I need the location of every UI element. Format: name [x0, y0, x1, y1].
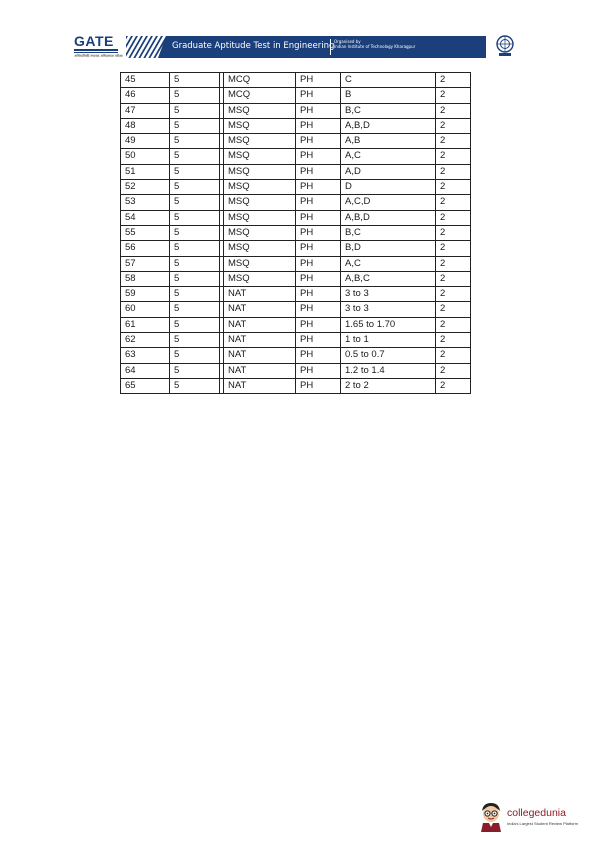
- table-row: [121, 118, 471, 133]
- subject-cell: PH: [296, 225, 341, 240]
- answer-key-cell: 3 to 3: [341, 287, 436, 302]
- organized-by-label: Organised by: [334, 39, 361, 44]
- question-number-cell: 61: [121, 317, 170, 332]
- answer-key-cell: 1.65 to 1.70: [341, 317, 436, 332]
- marks-cell: 2: [436, 149, 471, 164]
- subject-cell: PH: [296, 333, 341, 348]
- question-type-cell: MSQ: [224, 149, 296, 164]
- marks-cell: 2: [436, 134, 471, 149]
- session-cell: 5: [170, 180, 220, 195]
- subject-cell: PH: [296, 180, 341, 195]
- table-row: [121, 180, 471, 195]
- question-type-cell: NAT: [224, 348, 296, 363]
- marks-cell: 2: [436, 195, 471, 210]
- question-type-cell: MSQ: [224, 210, 296, 225]
- session-cell: 5: [170, 195, 220, 210]
- gate-logo-rule-thin: [74, 52, 118, 53]
- collegedunia-logo-text: collegedunia: [507, 807, 566, 819]
- subject-cell: PH: [296, 103, 341, 118]
- question-number-cell: 63: [121, 348, 170, 363]
- marks-cell: 2: [436, 241, 471, 256]
- question-type-cell: MSQ: [224, 271, 296, 286]
- answer-key-cell: A,B,D: [341, 210, 436, 225]
- table-row: [121, 363, 471, 378]
- answer-key-cell: A,C,D: [341, 195, 436, 210]
- marks-cell: 2: [436, 363, 471, 378]
- session-cell: 5: [170, 118, 220, 133]
- question-number-cell: 50: [121, 149, 170, 164]
- table-row: [121, 210, 471, 225]
- table-row: [121, 317, 471, 332]
- answer-key-cell: D: [341, 180, 436, 195]
- organizer-name: Indian Institute of Technology Kharagpur: [334, 44, 416, 49]
- session-cell: 5: [170, 210, 220, 225]
- question-number-cell: 57: [121, 256, 170, 271]
- subject-cell: PH: [296, 118, 341, 133]
- marks-cell: 2: [436, 210, 471, 225]
- subject-cell: PH: [296, 210, 341, 225]
- subject-cell: PH: [296, 73, 341, 88]
- question-type-cell: MSQ: [224, 180, 296, 195]
- table-row: [121, 134, 471, 149]
- session-cell: 5: [170, 149, 220, 164]
- question-number-cell: 52: [121, 180, 170, 195]
- subject-cell: PH: [296, 149, 341, 164]
- question-number-cell: 48: [121, 118, 170, 133]
- marks-cell: 2: [436, 118, 471, 133]
- subject-cell: PH: [296, 134, 341, 149]
- session-cell: 5: [170, 378, 220, 393]
- session-cell: 5: [170, 88, 220, 103]
- answer-key-cell: 2 to 2: [341, 378, 436, 393]
- answer-key-table-container: [120, 72, 471, 394]
- answer-key-cell: B,D: [341, 241, 436, 256]
- question-number-cell: 60: [121, 302, 170, 317]
- answer-key-cell: A,D: [341, 164, 436, 179]
- question-type-cell: NAT: [224, 287, 296, 302]
- subject-cell: PH: [296, 348, 341, 363]
- document-header: [0, 0, 595, 70]
- session-cell: 5: [170, 134, 220, 149]
- marks-cell: 2: [436, 180, 471, 195]
- answer-key-cell: A,B: [341, 134, 436, 149]
- session-cell: 5: [170, 241, 220, 256]
- iit-kharagpur-emblem-icon: [494, 34, 516, 58]
- collegedunia-tagline: India's Largest Student Review Platform: [507, 821, 579, 826]
- session-cell: 5: [170, 73, 220, 88]
- subject-cell: PH: [296, 88, 341, 103]
- table-row: [121, 164, 471, 179]
- subject-cell: PH: [296, 302, 341, 317]
- question-number-cell: 56: [121, 241, 170, 256]
- collegedunia-mascot-icon: [478, 802, 504, 832]
- answer-key-table: [120, 72, 471, 394]
- marks-cell: 2: [436, 103, 471, 118]
- answer-key-cell: A,B,C: [341, 271, 436, 286]
- answer-key-cell: B,C: [341, 103, 436, 118]
- answer-key-cell: A,C: [341, 256, 436, 271]
- table-row: [121, 103, 471, 118]
- question-type-cell: NAT: [224, 317, 296, 332]
- table-row: [121, 256, 471, 271]
- table-row: [121, 195, 471, 210]
- question-type-cell: MSQ: [224, 164, 296, 179]
- session-cell: 5: [170, 271, 220, 286]
- gate-logo-subtext: अभियांत्रिकी स्नातक अभिक्षमता परीक्षा: [74, 54, 123, 58]
- question-type-cell: MSQ: [224, 103, 296, 118]
- table-row: [121, 348, 471, 363]
- question-type-cell: MCQ: [224, 88, 296, 103]
- table-row: [121, 287, 471, 302]
- subject-cell: PH: [296, 256, 341, 271]
- table-row: [121, 225, 471, 240]
- subject-cell: PH: [296, 378, 341, 393]
- question-type-cell: MSQ: [224, 241, 296, 256]
- table-row: [121, 73, 471, 88]
- answer-key-cell: 0.5 to 0.7: [341, 348, 436, 363]
- session-cell: 5: [170, 348, 220, 363]
- subject-cell: PH: [296, 287, 341, 302]
- marks-cell: 2: [436, 333, 471, 348]
- session-cell: 5: [170, 164, 220, 179]
- question-number-cell: 47: [121, 103, 170, 118]
- subject-cell: PH: [296, 241, 341, 256]
- question-type-cell: NAT: [224, 363, 296, 378]
- table-row: [121, 88, 471, 103]
- table-row: [121, 378, 471, 393]
- marks-cell: 2: [436, 348, 471, 363]
- session-cell: 5: [170, 317, 220, 332]
- banner-title: Graduate Aptitude Test in Engineering: [172, 41, 335, 51]
- answer-key-cell: A,C: [341, 149, 436, 164]
- answer-key-cell: B,C: [341, 225, 436, 240]
- question-number-cell: 51: [121, 164, 170, 179]
- subject-cell: PH: [296, 195, 341, 210]
- collegedunia-branding: [478, 800, 588, 834]
- marks-cell: 2: [436, 317, 471, 332]
- marks-cell: 2: [436, 302, 471, 317]
- marks-cell: 2: [436, 271, 471, 286]
- answer-key-cell: B: [341, 88, 436, 103]
- question-type-cell: MSQ: [224, 225, 296, 240]
- answer-key-cell: 3 to 3: [341, 302, 436, 317]
- gate-logo-rule: [74, 49, 118, 51]
- answer-key-cell: C: [341, 73, 436, 88]
- answer-key-cell: 1.2 to 1.4: [341, 363, 436, 378]
- table-row: [121, 302, 471, 317]
- session-cell: 5: [170, 287, 220, 302]
- session-cell: 5: [170, 363, 220, 378]
- question-type-cell: MSQ: [224, 134, 296, 149]
- marks-cell: 2: [436, 88, 471, 103]
- marks-cell: 2: [436, 287, 471, 302]
- marks-cell: 2: [436, 256, 471, 271]
- table-row: [121, 149, 471, 164]
- question-number-cell: 62: [121, 333, 170, 348]
- question-number-cell: 65: [121, 378, 170, 393]
- question-number-cell: 58: [121, 271, 170, 286]
- subject-cell: PH: [296, 164, 341, 179]
- question-type-cell: MSQ: [224, 118, 296, 133]
- marks-cell: 2: [436, 225, 471, 240]
- header-banner: [126, 36, 486, 58]
- subject-cell: PH: [296, 317, 341, 332]
- subject-cell: PH: [296, 363, 341, 378]
- question-number-cell: 55: [121, 225, 170, 240]
- gate-logo: [74, 34, 122, 60]
- table-row: [121, 241, 471, 256]
- session-cell: 5: [170, 333, 220, 348]
- marks-cell: 2: [436, 164, 471, 179]
- question-number-cell: 45: [121, 73, 170, 88]
- organizer-block: [334, 39, 415, 49]
- session-cell: 5: [170, 225, 220, 240]
- question-type-cell: MCQ: [224, 73, 296, 88]
- session-cell: 5: [170, 302, 220, 317]
- question-type-cell: NAT: [224, 333, 296, 348]
- question-type-cell: MSQ: [224, 256, 296, 271]
- marks-cell: 2: [436, 73, 471, 88]
- question-number-cell: 46: [121, 88, 170, 103]
- subject-cell: PH: [296, 271, 341, 286]
- table-row: [121, 271, 471, 286]
- table-row: [121, 333, 471, 348]
- question-number-cell: 59: [121, 287, 170, 302]
- question-type-cell: NAT: [224, 302, 296, 317]
- question-number-cell: 53: [121, 195, 170, 210]
- session-cell: 5: [170, 256, 220, 271]
- answer-key-cell: 1 to 1: [341, 333, 436, 348]
- question-type-cell: NAT: [224, 378, 296, 393]
- gate-logo-text: GATE: [74, 33, 114, 49]
- answer-key-cell: A,B,D: [341, 118, 436, 133]
- question-type-cell: MSQ: [224, 195, 296, 210]
- session-cell: 5: [170, 103, 220, 118]
- question-number-cell: 64: [121, 363, 170, 378]
- marks-cell: 2: [436, 378, 471, 393]
- question-number-cell: 49: [121, 134, 170, 149]
- question-number-cell: 54: [121, 210, 170, 225]
